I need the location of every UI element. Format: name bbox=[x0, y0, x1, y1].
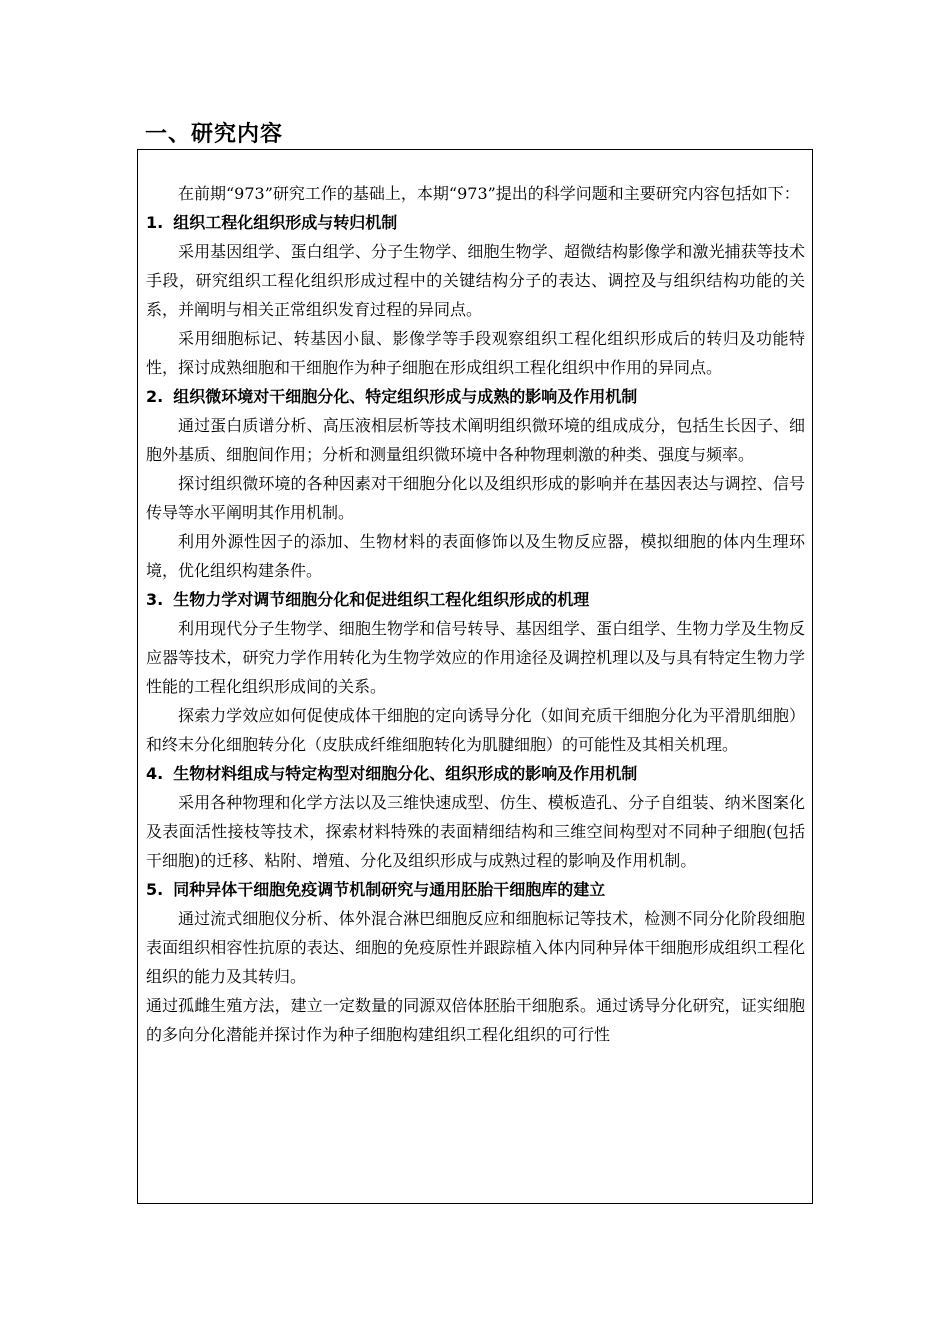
section-title: 一、研究内容 bbox=[145, 122, 284, 147]
topic-2-paragraph-1: 通过蛋白质谱分析、高压液相层析等技术阐明组织微环境的组成成分，包括生长因子、细胞外基质、细胞间作用；分析和测量组织微环境中各种物理刺激的种类、强度与频率。 bbox=[146, 416, 805, 464]
topic-1-paragraph-2: 采用细胞标记、转基因小鼠、影像学等手段观察组织工程化组织形成后的转归及功能特性，探讨成熟细胞和干细胞作为种子细胞在形成组织工程化组织中作用的异同点。 bbox=[146, 329, 805, 377]
topic-4-paragraph-1: 采用各种物理和化学方法以及三维快速成型、仿生、模板造孔、分子自组装、纳米图案化及表面活性接枝等技术，探索材料特殊的表面精细结构和三维空间构型对不同种子细胞(包括干细胞)的迁移、粘附、增殖、分化及组织形成与成熟过程的影响及作用机制。 bbox=[146, 793, 805, 870]
topic-1-paragraph-1: 采用基因组学、蛋白组学、分子生物学、细胞生物学、超微结构影像学和激光捕获等技术手段，研究组织工程化组织形成过程中的关键结构分子的表达、调控及与组织结构功能的关系，并阐明与相关正常组织发育过程的异同点。 bbox=[146, 242, 805, 319]
topic-4-number: 4. bbox=[146, 764, 164, 783]
topic-2-heading bbox=[146, 382, 805, 411]
topic-4-heading bbox=[146, 759, 805, 788]
topic-2-paragraph-2: 探讨组织微环境的各种因素对干细胞分化以及组织形成的影响并在基因表达与调控、信号传导等水平阐明其作用机制。 bbox=[146, 474, 805, 522]
topic-1-title: 组织工程化组织形成与转归机制 bbox=[173, 213, 398, 232]
topic-5-number: 5. bbox=[146, 880, 164, 899]
intro-paragraph: 在前期“973”研究工作的基础上，本期“973”提出的科学问题和主要研究内容包括如下： bbox=[178, 184, 800, 203]
topic-3-paragraph-2: 探索力学效应如何促使成体干细胞的定向诱导分化（如间充质干细胞分化为平滑肌细胞）和终末分化细胞转分化（皮肤成纤维细胞转化为肌腱细胞）的可能性及其相关机理。 bbox=[146, 706, 805, 754]
topic-3-heading bbox=[146, 585, 805, 614]
topic-5-tail-paragraph: 通过孤雌生殖方法，建立一定数量的同源双倍体胚胎干细胞系。通过诱导分化研究，证实细胞的多向分化潜能并探讨作为种子细胞构建组织工程化组织的可行性 bbox=[146, 996, 805, 1044]
topic-4-title: 生物材料组成与特定构型对细胞分化、组织形成的影响及作用机制 bbox=[173, 764, 638, 783]
research-content-box bbox=[137, 149, 813, 1204]
topic-2-title: 组织微环境对干细胞分化、特定组织形成与成熟的影响及作用机制 bbox=[173, 387, 638, 406]
topic-3-paragraph-1: 利用现代分子生物学、细胞生物学和信号转导、基因组学、蛋白组学、生物力学及生物反应器等技术，研究力学作用转化为生物学效应的作用途径及调控机理以及与具有特定生物力学性能的工程化组织形成间的关系。 bbox=[146, 619, 805, 696]
topic-2-number: 2. bbox=[146, 387, 164, 406]
topic-5-heading bbox=[146, 875, 805, 904]
topic-1-heading bbox=[146, 208, 805, 237]
topic-3-number: 3. bbox=[146, 590, 164, 609]
topic-3-title: 生物力学对调节细胞分化和促进组织工程化组织形成的机理 bbox=[173, 590, 590, 609]
topic-2-paragraph-3: 利用外源性因子的添加、生物材料的表面修饰以及生物反应器，模拟细胞的体内生理环境，优化组织构建条件。 bbox=[146, 532, 805, 580]
topic-5-title: 同种异体干细胞免疫调节机制研究与通用胚胎干细胞库的建立 bbox=[173, 880, 606, 899]
topic-1-number: 1. bbox=[146, 213, 164, 232]
topic-5-paragraph-1: 通过流式细胞仪分析、体外混合淋巴细胞反应和细胞标记等技术，检测不同分化阶段细胞表面组织相容性抗原的表达、细胞的免疫原性并跟踪植入体内同种异体干细胞形成组织工程化组织的能力及其转归。 bbox=[146, 909, 805, 986]
